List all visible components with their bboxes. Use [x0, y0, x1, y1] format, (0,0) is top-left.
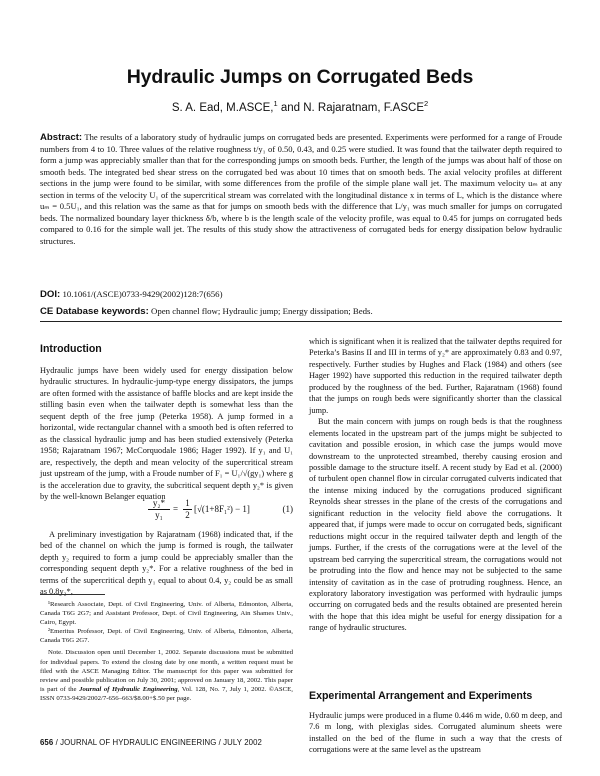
eq-equals: =: [173, 504, 179, 514]
footnotes: [40, 600, 293, 703]
exp-p1-text: Hydraulic jumps were produced in a flume 0.446 m wide, 0.60 m deep, and 7.6 m long, with plexiglas sides. Corrugated aluminum sheets were installed on the bed of the flume in such a way that the crests of corrugations were at the same level as the upstream: [309, 711, 562, 755]
abstract-label: Abstract:: [40, 132, 83, 143]
eq-lhs-denominator: y₁: [155, 510, 163, 520]
eq-half-numerator: 1: [183, 498, 192, 510]
paper-title: Hydraulic Jumps on Corrugated Beds: [126, 66, 474, 88]
eq-half-denominator: 2: [185, 510, 190, 520]
doi-value[interactable]: 10.1061/(ASCE)0733-9429(2002)128:7(656): [60, 289, 223, 299]
section-heading-experimental: Experimental Arrangement and Experiments: [309, 690, 533, 702]
right-column-text: [309, 336, 562, 634]
author-2: and N. Rajaratnam, F.ASCE: [277, 101, 424, 114]
discussion-note: [40, 648, 293, 703]
page-footer: [40, 738, 262, 747]
journal-name: Journal of Hydraulic Engineering: [79, 685, 178, 693]
eq-lhs-numerator: y₂*: [148, 498, 170, 510]
abstract: [40, 132, 562, 247]
right-p2: But the main concern with jumps on rough beds is that the roughness elements located in the upstream part of the jumps might be subjected to cavitation and possible erosion, in which case the jumps would move downstream to the unprotected streambed, thereby causing erosion and possible damage to the structure itself. A recent study by Ead et al. (2000) of turbulent open channel flow in circular corrugated culverts indicated that the intense mixing induced by the corrugations produced significant Reynolds shear stresses in the plane of the crests of the corrugations and significant reduction in the velocity field above the corrugations. It appeared that, if jumps were made to occur on corrugated beds, significant reductions might occur in the required tailwater depth and length of the jumps. Further, if the crests of the corrugations were at the level of the upstream bed carrying the supercritical stream, the corrugations would not be protruding into the flow and hence may not be subjected to the same intensity of cavitation as in the case of protruding roughness. Hence, an exploratory laboratory investigation was performed with hydraulic jumps occurring on corrugated beds and the results obtained are presented herein with the hope that this idea might be useful for energy dissipation for a range of hydraulic structures.: [309, 417, 562, 633]
equation-1: [40, 496, 293, 524]
intro-paragraph-1: [40, 365, 293, 502]
doi-line: [40, 289, 562, 300]
footnote-2: ²Emeritus Professor, Dept. of Civil Engineering, Univ. of Alberta, Edmonton, Alberta, Canada T6G 2G7.: [40, 628, 293, 645]
footnote-1: ¹Research Associate, Dept. of Civil Engineering, Univ. of Alberta, Edmonton, Alberta, Canada T6G 2G7; and Assistant Professor, Dept. of Civil Engineering, Ain Shames Univ., Cairo, Egypt.: [40, 601, 293, 627]
footer-journal: / JOURNAL OF HYDRAULIC ENGINEERING / JULY 2002: [53, 738, 262, 747]
abstract-text: The results of a laboratory study of hydraulic jumps on corrugated beds are presented. Experiments were performed for a range of Froude numbers from 4 to 10. Three values of the relative roughness t/y₁ of 0.50, 0.43, and 0.25 were studied. It was found that the tailwater depth required to form a jump was appreciably smaller than that for the corresponding jumps on smooth beds. Further, the length of the jumps was about half of those on smooth beds. The integrated bed shear stress on the corrugated bed was about 10 times that on smooth beds. The axial velocity profiles at different sections in the jump were found to be similar, with some differences from the profile of the simple plane wall jet. The maximum velocity uₘ at any section in terms of the velocity U₁ of the supercritical stream was correlated with the longitudinal distance x in terms of L, which is the distance where uₘ = 0.5U₁, and this relation was the same as that for jumps on smooth beds with the difference that L/y₁ was much smaller for jumps on corrugated beds. The normalized boundary layer thickness δ/b, where b is the length scale of the velocity profile, was equal to 0.45 for jumps on corrugated beds compared to 0.16 for the simple wall jet. The results of this study show the attractiveness of corrugated beds for energy dissipation below hydraulic structures.: [40, 132, 562, 246]
intro-p2-text: A preliminary investigation by Rajaratnam (1968) indicated that, if the bed of the channel on which the jump is formed is rough, the tailwater depth y₂ required to form a jump could be appreciably smaller than the corresponding sequent depth y₂*. For a relative roughness of the bed in terms of the supercritical depth y₁ equal to about 0.4, y₂ could be as small as 0.8y₂*,: [40, 530, 293, 597]
keywords-label: CE Database keywords:: [40, 306, 149, 317]
doi-label: DOI:: [40, 289, 61, 300]
header-divider: [40, 321, 562, 322]
right-p1: which is significant when it is realized that the tailwater depths required for Peterka’s Basins II and III in terms of y₂* are approximately 0.83 and 0.97, respectively. Further studies by Hughes and Flack (1984) and others (see Hager 1992) have supported this reduction in the required tailwater depth produced by the roughness of the bed. Further, Rajaratnam (1968) found that the jumps on rough beds were significantly shorter than the classical jump.: [309, 337, 562, 415]
author-1: S. A. Ead, M.ASCE,: [171, 101, 274, 114]
intro-p1-text: Hydraulic jumps have been widely used for energy dissipation below hydraulic structures. In hydraulic-jump-type energy dissipators, the jumps are often formed with the assistance of baffle blocks and are kept inside the stilling basin even when the tailwater depth is somewhat less than the sequent depth of the free jump (Peterka 1958). A jump formed in a horizontal, wide rectangular channel with a smooth bed is often referred to as the classical hydraulic jump and has been studied extensively (Peterka 1958; Rajaratnam 1967; McCorquodale 1986; Hager 1992). If y₁ and U₁ are, respectively, the depth and mean velocity of the supercritical stream just upstream of the jump, with a Froude number of F₁ = U₁/√(gy₁) where g is the acceleration due to gravity, the subcritical sequent depth y₂* is given by the well-known Belanger equation: [40, 366, 293, 501]
experimental-paragraph: [309, 710, 562, 756]
footnote-divider: [40, 594, 105, 595]
note-text-post: , Vol. 128, No. 7, July 1, 2002. ©ASCE, ISSN 0733-9429/2002/7-656–663/$8.00+$.50 per page.: [40, 685, 293, 702]
eq-rhs: [√(1+8F₁²) − 1]: [194, 504, 250, 514]
page-number: 656: [40, 738, 54, 747]
note-text-pre: Note. Discussion open until December 1, 2002. Separate discussions must be submitted for individual papers. To extend the closing date by one month, a written request must be filed with the ASCE Managing Editor. The manuscript for this paper was submitted for review and possible publication on July 30, 2001; approved on January 18, 2002. This paper is part of the: [40, 649, 293, 693]
author-1-footnote-marker: 1: [273, 99, 278, 108]
section-heading-introduction: Introduction: [40, 343, 102, 355]
author-line: [0, 99, 600, 114]
keywords-value: Open channel flow; Hydraulic jump; Energy dissipation; Beds.: [148, 306, 373, 316]
keywords-line: [40, 306, 562, 317]
author-2-footnote-marker: 2: [424, 99, 429, 108]
eq-number: (1): [282, 504, 293, 514]
intro-paragraph-2: [40, 529, 293, 598]
